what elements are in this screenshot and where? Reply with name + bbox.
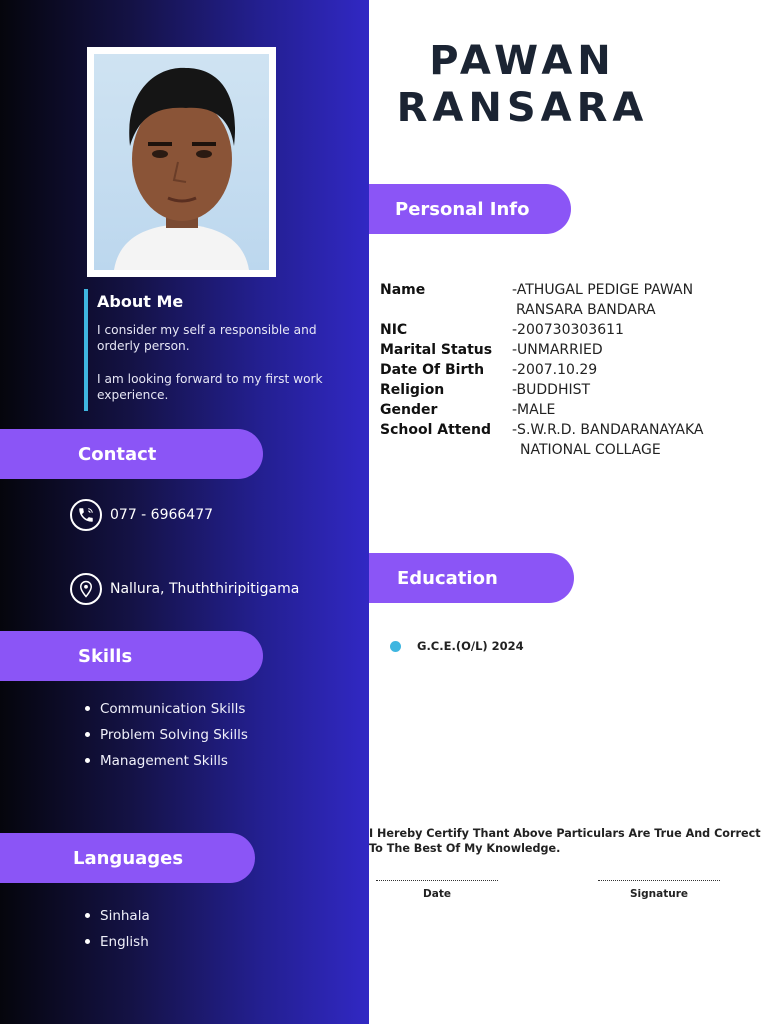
info-label: Marital Status [380,342,493,358]
person-portrait-icon [94,54,269,270]
about-paragraph-2: I am looking forward to my first work experience. [97,372,323,402]
info-value-line: -S.W.R.D. BANDARANAYAKA [512,422,704,438]
personal-info-table [380,280,760,460]
photo-image [94,54,269,270]
date-label: Date [423,888,451,900]
education-item [390,639,524,653]
location-pin-icon [70,573,102,605]
bullet-dot-icon [390,641,401,652]
contact-phone-row [70,499,213,531]
about-heading: About Me [97,292,184,311]
education-heading-pill [369,553,574,603]
signature-label: Signature [629,888,689,900]
info-row-gender [380,400,760,420]
info-row-marital-status [380,340,760,360]
skill-item: Problem Solving Skills [84,726,248,752]
skills-list [84,700,248,778]
skill-item: Management Skills [84,752,248,778]
personal-info-heading-pill [369,184,571,234]
info-value-line: NATIONAL COLLAGE [520,442,661,458]
education-item-label: G.C.E.(O/L) 2024 [417,639,524,653]
language-item: Sinhala [84,907,150,933]
info-value: -2007.10.29 [512,362,598,378]
info-value: -200730303611 [512,322,624,338]
languages-heading: Languages [73,847,184,869]
info-label: NIC [380,322,408,338]
contact-heading: Contact [78,443,157,465]
contact-phone: 077 - 6966477 [110,507,214,523]
languages-heading-pill [0,833,255,883]
skills-heading: Skills [78,645,133,667]
phone-icon [70,499,102,531]
contact-address: Nallura, Thuththiripitigama [110,581,300,597]
skills-heading-pill [0,631,263,681]
info-row-date-of-birth [380,360,760,380]
about-me-section [84,289,344,411]
info-label: Gender [380,402,438,418]
info-value: -UNMARRIED [512,342,603,358]
info-row-school [380,420,760,460]
contact-heading-pill [0,429,263,479]
info-value-line: RANSARA BANDARA [516,302,656,318]
info-label: Date Of Birth [380,362,485,378]
main-content [369,0,768,1024]
date-field [376,880,498,900]
first-name: PAWAN [429,38,616,84]
profile-photo [87,47,276,277]
info-value: -MALE [512,402,556,418]
contact-address-row [70,573,299,605]
declaration-text: I Hereby Certify Thant Above Particulars Are True And Correct To The Best Of My Knowledge. [369,827,761,855]
info-value [512,280,760,320]
info-label: Religion [380,382,445,398]
info-label: School Attend [380,422,491,438]
language-item: English [84,933,150,959]
info-row-name [380,280,760,320]
languages-list [84,907,150,959]
info-value: -BUDDHIST [512,382,591,398]
signature-line [598,880,720,881]
page-title [385,38,660,132]
date-line [376,880,498,881]
education-heading: Education [397,567,498,589]
info-row-religion [380,380,760,400]
last-name: RANSARA [396,85,649,131]
info-label: Name [380,282,426,298]
info-value-line: -ATHUGAL PEDIGE PAWAN [512,282,694,298]
personal-info-heading: Personal Info [395,198,530,220]
info-row-nic [380,320,760,340]
about-paragraph-1: I consider my self a responsible and orderly person. [97,323,317,353]
skill-item: Communication Skills [84,700,248,726]
info-value [512,420,760,460]
signature-field [598,880,720,900]
